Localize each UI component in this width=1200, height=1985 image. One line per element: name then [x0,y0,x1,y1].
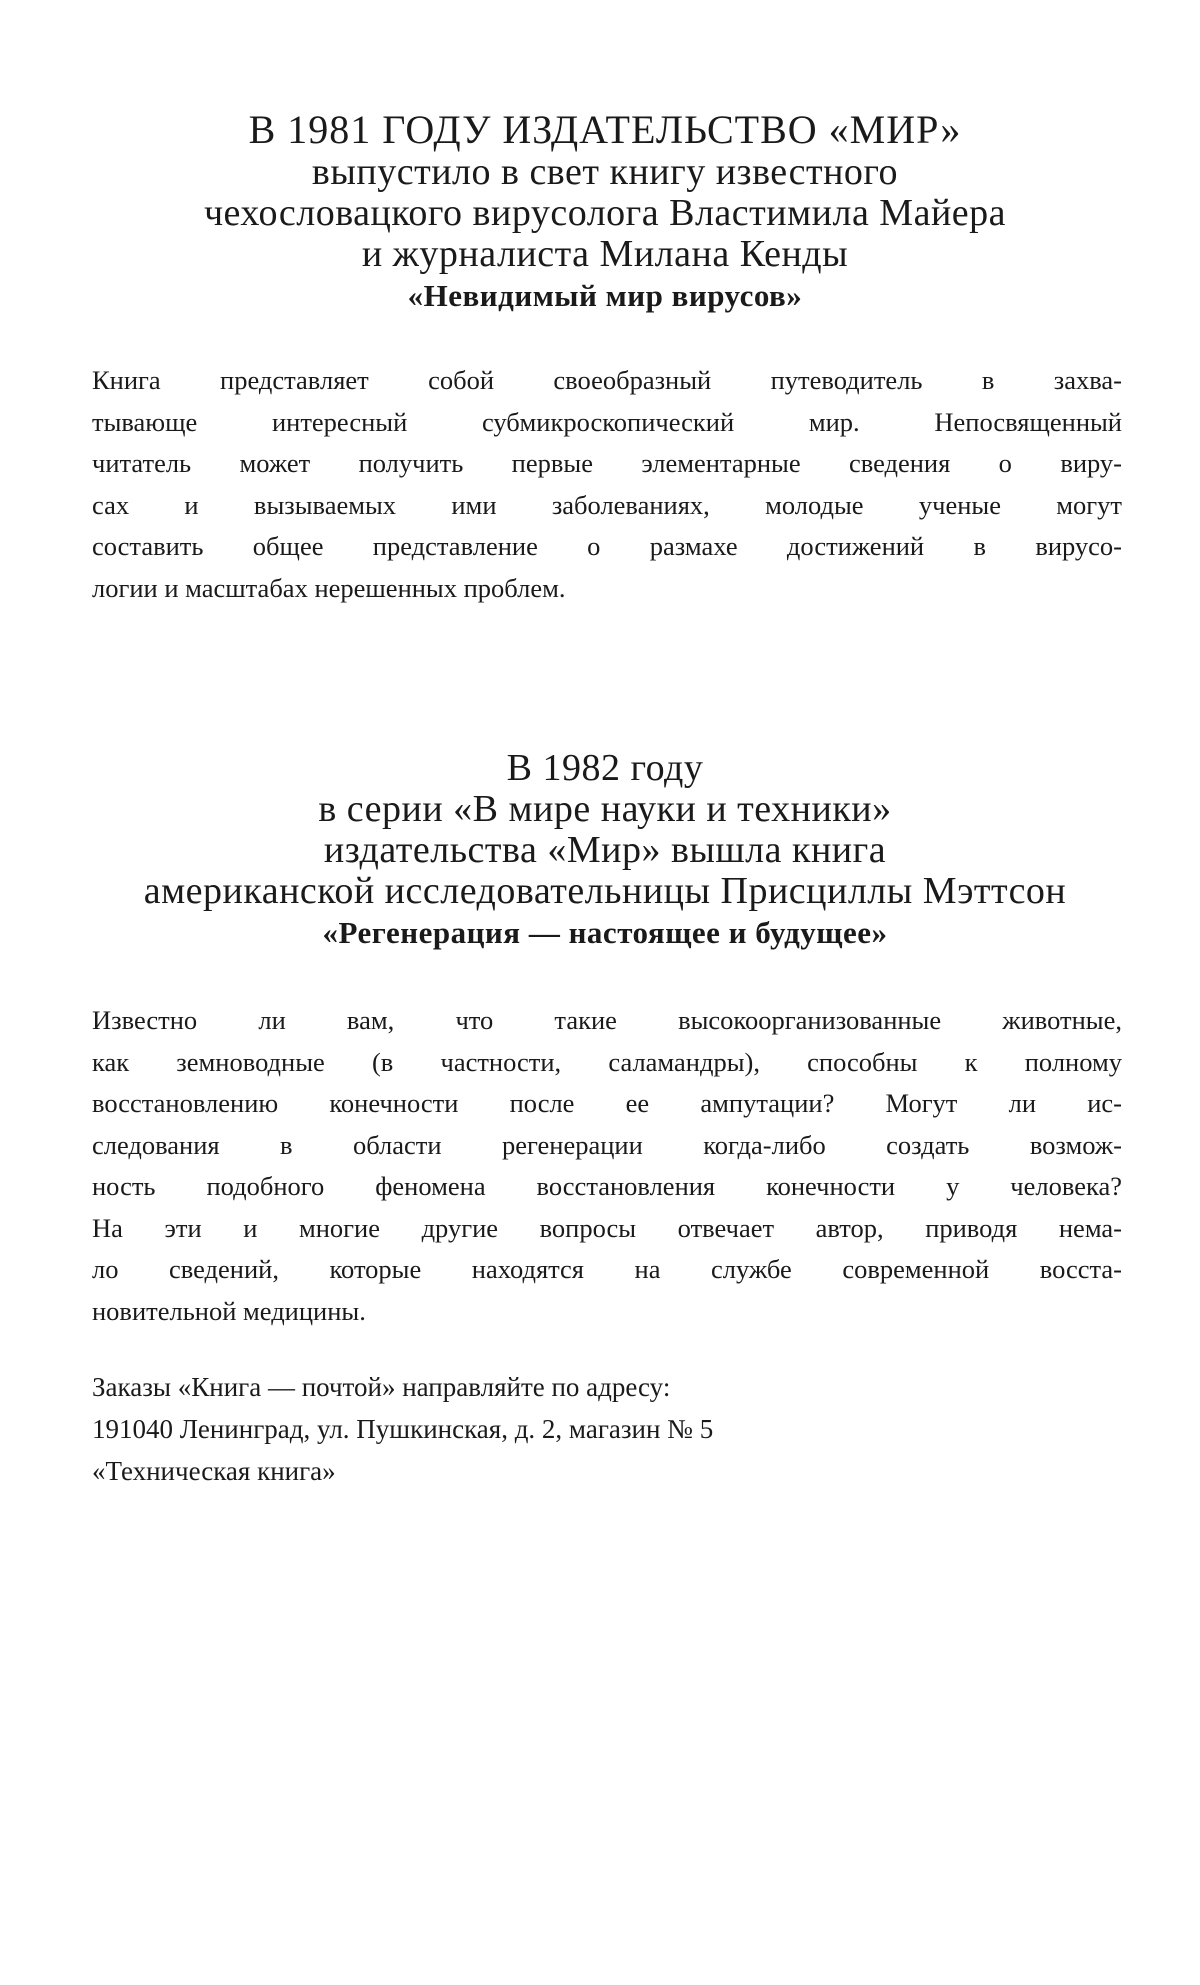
description-line: как земноводные (в частности, саламандры), способны к полному [92,1046,1122,1077]
description-line: сах и вызываемых ими заболеваниях, молодые ученые могут [92,489,1122,520]
orders-line: Заказы «Книга — почтой» направляйте по адресу: [92,1372,671,1402]
description-line: составить общее представление о размахе достижений в вирусо- [92,531,1122,561]
announcement-2-book-title: «Регенерация — настоящее и будущее» [322,915,888,950]
announcement-1-heading [90,108,1120,317]
announcement-1-description [92,360,1122,609]
announcement-1-heading-line: чехословацкого вирусолога Властимила Майера [203,192,1007,234]
announcement-2-heading-line: американской исследовательницы Присциллы Мэттсон [143,870,1067,912]
announcement-1-heading-line: и журналиста Милана Кенды [361,233,849,275]
announcement-2-heading-line: издательства «Мир» вышла книга [323,829,887,871]
description-line: Известно ли вам, что такие высокоорганизованные животные, [92,1005,1122,1035]
announcement-2-heading-line: в серии «В мире науки и техники» [318,788,892,830]
description-line: читатель может получить первые элементарные сведения о виру- [92,448,1122,478]
orders-line: 191040 Ленинград, ул. Пушкинская, д. 2, магазин № 5 [92,1414,714,1444]
description-line: восстановлению конечности после ее ампутации? Могут ли ис- [92,1088,1122,1118]
description-line: На эти и многие другие вопросы отвечает автор, приводя нема- [92,1212,1122,1243]
announcement-1-book-title: «Невидимый мир вирусов» [407,278,803,313]
announcement-2-description [92,1000,1122,1332]
orders-line: «Техническая книга» [92,1456,336,1486]
announcement-2-heading-line: В 1982 году [506,747,704,789]
description-line: следования в области регенерации когда-либо создать возмож- [92,1129,1122,1160]
announcement-1-heading-line: В 1981 ГОДУ ИЗДАТЕЛЬСТВО «МИР» [248,107,962,152]
announcement-1-heading-line: выпустило в свет книгу известного [311,151,899,193]
description-line: ность подобного феномена восстановления конечности у человека? [92,1171,1122,1201]
description-line: Книга представляет собой своеобразный путеводитель в захва- [92,365,1122,395]
description-line: новительной медицины. [92,1295,366,1326]
description-line: тывающе интересный субмикроскопический мир. Непосвященный [92,406,1122,437]
description-line: ло сведений, которые находятся на службе современной восста- [92,1254,1122,1284]
announcement-2-heading [90,748,1120,954]
orders-address [92,1366,1122,1492]
description-line: логии и масштабах нерешенных проблем. [92,572,566,603]
